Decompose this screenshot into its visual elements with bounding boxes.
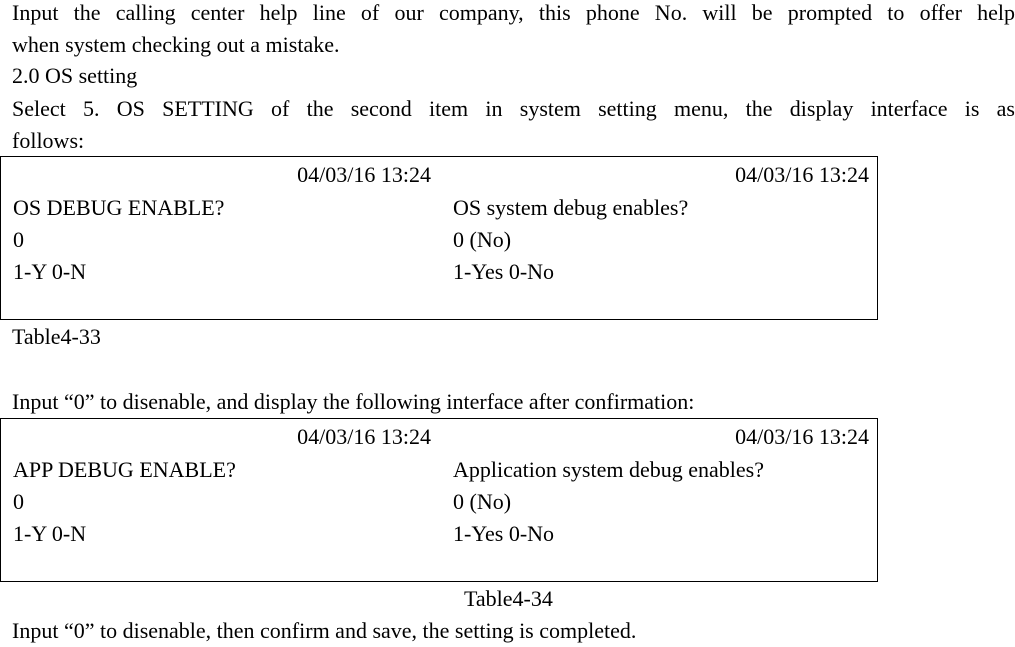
intro-line-4: follows: <box>12 128 85 153</box>
table-caption: Table4-33 <box>12 324 101 349</box>
explanation-value: 0 (No) <box>453 227 512 252</box>
intro-line-3: Select 5. OS SETTING of the second item in system setting menu, the display interface is as <box>12 96 1015 121</box>
prompt-label: APP DEBUG ENABLE? <box>13 457 236 482</box>
display-screen-table-4-33 <box>0 156 878 320</box>
timestamp-left: 04/03/16 13:24 <box>297 162 431 187</box>
section-heading: 2.0 OS setting <box>12 63 138 88</box>
explanation-label: Application system debug enables? <box>453 457 764 482</box>
timestamp-left: 04/03/16 13:24 <box>297 424 431 449</box>
table-caption: Table4-34 <box>464 586 553 611</box>
explanation-options: 1-Yes 0-No <box>453 259 555 284</box>
display-screen-table-4-34 <box>0 418 878 582</box>
explanation-options: 1-Yes 0-No <box>453 521 555 546</box>
intro-line-1: Input the calling center help line of our company, this phone No. will be prompted to offer help <box>12 0 1015 25</box>
closing-text: Input “0” to disenable, then confirm and save, the setting is completed. <box>12 618 637 643</box>
prompt-options: 1-Y 0-N <box>13 259 87 284</box>
prompt-value: 0 <box>13 227 24 252</box>
timestamp-right: 04/03/16 13:24 <box>735 162 869 187</box>
explanation-value: 0 (No) <box>453 489 512 514</box>
prompt-options: 1-Y 0-N <box>13 521 87 546</box>
intro-line-2: when system checking out a mistake. <box>12 32 340 57</box>
prompt-label: OS DEBUG ENABLE? <box>13 195 225 220</box>
middle-text: Input “0” to disenable, and display the following interface after confirmation: <box>12 389 695 414</box>
explanation-label: OS system debug enables? <box>453 195 689 220</box>
timestamp-right: 04/03/16 13:24 <box>735 424 869 449</box>
prompt-value: 0 <box>13 489 24 514</box>
